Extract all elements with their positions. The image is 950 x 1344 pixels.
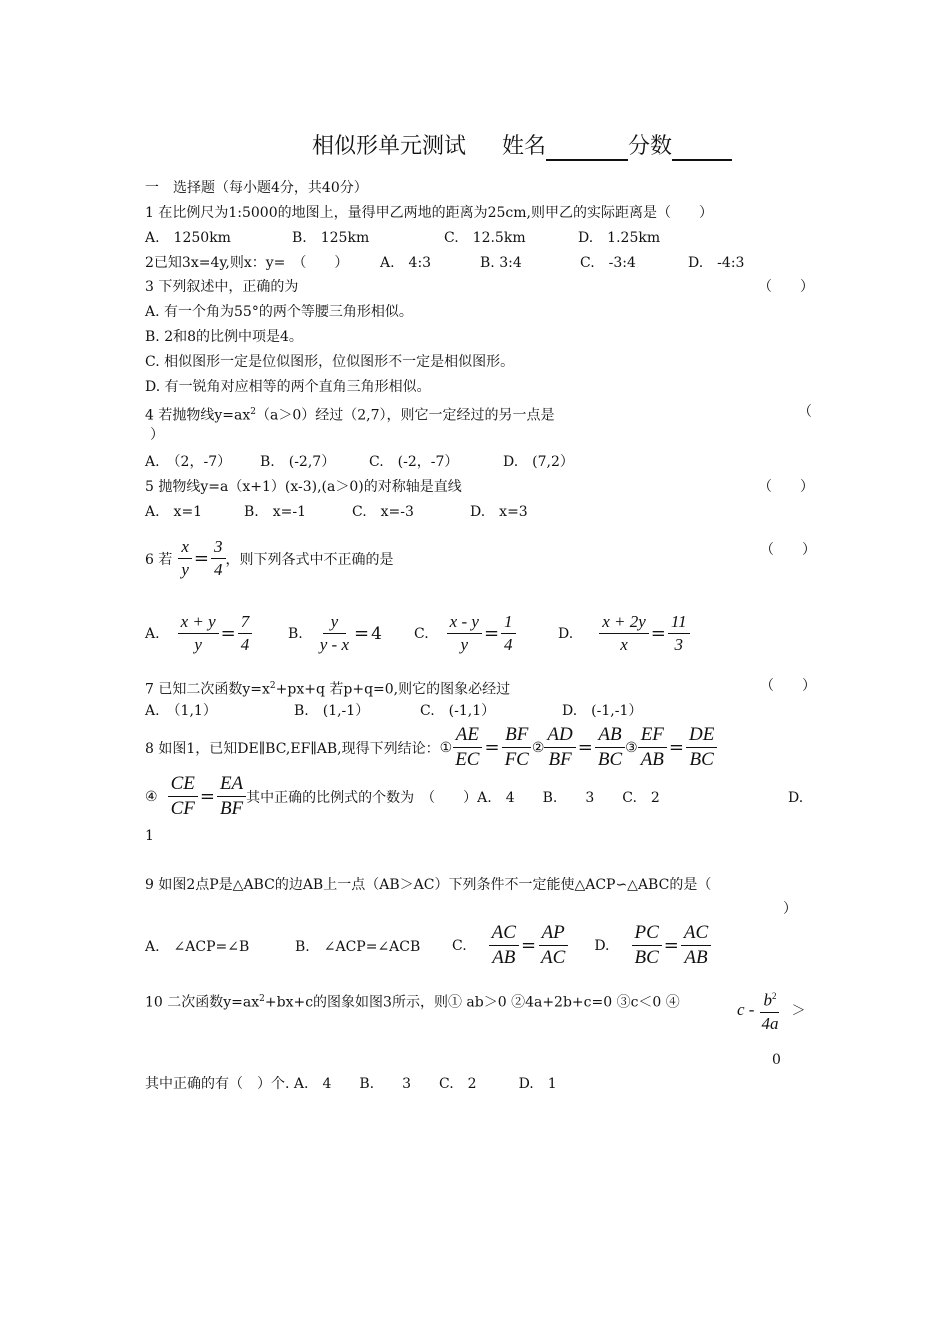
fraction-denominator: BC — [597, 749, 623, 770]
conclusion-4-marker: ④ — [145, 788, 158, 805]
option-result — [238, 611, 253, 656]
q4-option-a: A. （2，-7） — [145, 454, 232, 470]
q6-option-a — [145, 611, 252, 656]
q4-option-c: C. (-2，-7） — [369, 454, 459, 470]
equals-sign: = — [354, 623, 370, 644]
option-result — [668, 611, 690, 656]
equals-sign: = — [663, 935, 679, 956]
q2-option-a: A. 4:3 — [380, 255, 432, 271]
fraction-ad-bf — [544, 723, 575, 772]
q8-option-d-value: 1 — [145, 828, 154, 844]
q6-number: 6 若 — [145, 551, 173, 568]
q1-option-d: D. 1.25km — [578, 230, 661, 246]
fraction-numerator: AC — [489, 921, 519, 946]
q7-stem-post: +px+q 若p+q=0,则它的图象必经过 — [275, 681, 511, 698]
option-value: 4 — [371, 623, 382, 644]
q5-option-c: C. x=-3 — [352, 504, 414, 520]
fraction-denominator: BC — [634, 947, 659, 968]
q3-option-a: A. 有一个角为55°的两个等腰三角形相似。 — [145, 304, 413, 320]
q5-option-a: A. x=1 — [145, 504, 203, 520]
fraction-denominator: 4 — [504, 635, 513, 654]
option-label: C. — [414, 625, 429, 642]
q10-condition-4 — [737, 985, 805, 1035]
greater-than-sign: ＞ — [791, 1002, 806, 1019]
q2-stem: 2已知3x=4y,则x：y= （ ） — [145, 255, 349, 271]
q6-answer-paren: （ ） — [760, 542, 816, 558]
q9-option-a: A. ∠ACP=∠B — [145, 939, 250, 955]
fraction-denominator: BC — [689, 749, 714, 770]
fraction-numerator: PC — [632, 921, 662, 946]
fraction-denominator: y - x — [319, 635, 350, 654]
equals-sign: = — [650, 623, 666, 644]
q9-option-b: B. ∠ACP=∠ACB — [295, 939, 421, 955]
section-heading: 一 选择题（每小题4分，共40分） — [145, 180, 368, 196]
fraction-numerator: EF — [638, 723, 667, 748]
option-fraction — [599, 611, 649, 656]
q7-option-a: A. （1,1） — [145, 703, 217, 719]
option-label: B. — [288, 625, 303, 642]
fraction-b2-4a — [758, 985, 781, 1035]
fraction-denominator: 4a — [761, 1013, 779, 1033]
q3-option-c: C. 相似图形一定是位似图形，位似图形不一定是相似图形。 — [145, 354, 515, 370]
fraction-ce-cf — [168, 772, 198, 821]
fraction-numerator: CE — [168, 772, 198, 797]
q8-tail-text: 其中正确的比例式的个数为 （ ）A. 4 B. 3 C. 2 — [246, 789, 660, 806]
q7-stem — [145, 677, 510, 699]
fraction-ab-bc — [595, 723, 625, 772]
fraction-numerator: x + 2y — [599, 611, 649, 634]
q10-stem-pre: 10 二次函数y=ax — [145, 994, 260, 1011]
fraction-numerator: AE — [453, 723, 482, 748]
conclusion-2-marker: ② — [531, 739, 545, 756]
q10-zero: 0 — [772, 1052, 781, 1068]
q4-stem-post: （a＞0）经过（2,7），则它一定经过的另一点是 — [255, 407, 555, 424]
q1-option-a: A. 1250km — [145, 230, 231, 246]
q2-option-d: D. -4:3 — [688, 255, 745, 271]
q9-stem: 9 如图2点P是△ABC的边AB上一点（AB＞AC）下列条件不一定能使△ACP∽△ABC的是（ — [145, 877, 712, 893]
q3-stem: 3 下列叙述中，正确的为 — [145, 279, 299, 295]
fraction-denominator: y — [181, 560, 189, 579]
q6-given-ratio — [211, 536, 226, 581]
score-label: 分数 — [628, 134, 673, 159]
fraction-denominator: BF — [219, 798, 244, 819]
fraction-numerator: EA — [217, 772, 246, 797]
q8-option-d: D. — [788, 790, 804, 806]
q6-stem-text: ，则下列各式中不正确的是 — [225, 551, 394, 568]
q6-option-d — [558, 611, 690, 656]
equals-sign: = — [484, 737, 500, 758]
equals-sign: = — [483, 623, 500, 644]
fraction-numerator: AB — [595, 723, 624, 748]
q4-paren-close: ） — [150, 427, 164, 443]
fraction-denominator: CF — [170, 798, 195, 819]
fraction-denominator: AB — [640, 749, 664, 770]
q1-option-c: C. 12.5km — [444, 230, 526, 246]
q3-option-b: B. 2和8的比例中项是4。 — [145, 329, 303, 345]
q7-option-d: D. (-1,-1） — [562, 703, 643, 719]
q4-stem-pre: 4 若抛物线y=ax — [145, 407, 251, 424]
q5-answer-paren: （ ） — [758, 479, 814, 495]
fraction-denominator: FC — [504, 749, 529, 770]
q8-line2 — [145, 772, 660, 821]
q6-option-b — [288, 611, 382, 656]
option-fraction — [178, 611, 219, 656]
q9-option-c — [452, 921, 711, 970]
q1-stem: 1 在比例尺为1:5000的地图上，量得甲乙两地的距离为25cm,则甲乙的实际距离是（ ） — [145, 205, 713, 221]
fraction-numerator: y — [323, 611, 347, 634]
fraction-denominator: 4 — [240, 635, 250, 654]
q8-stem — [145, 723, 717, 772]
q4-option-d: D. (7,2） — [503, 454, 574, 470]
q3-option-d: D. 有一锐角对应相等的两个直角三角形相似。 — [145, 379, 431, 395]
q5-stem: 5 抛物线y=a（x+1）(x-3),(a＞0)的对称轴是直线 — [145, 479, 462, 495]
fraction-numerator: BF — [502, 723, 531, 748]
fraction-de-bc — [686, 723, 717, 772]
q10-stem — [145, 990, 680, 1012]
q7-stem-pre: 7 已知二次函数y=x — [145, 681, 270, 698]
equals-sign: = — [577, 737, 593, 758]
option-label: D. — [558, 625, 574, 642]
fraction-denominator: EC — [455, 749, 480, 770]
equals-sign: = — [220, 623, 236, 644]
fraction-denominator: y — [194, 635, 202, 654]
fraction-denominator: x — [620, 635, 628, 654]
fraction-numerator: AC — [681, 921, 711, 946]
name-label: 姓名 — [502, 134, 547, 159]
fraction-denominator: AB — [492, 947, 516, 968]
c-expression: c - — [737, 999, 755, 1019]
page-title — [312, 133, 732, 161]
superscript: 2 — [771, 991, 777, 1001]
q4-stem — [145, 403, 555, 425]
option-fraction — [447, 611, 482, 656]
q3-answer-paren: （ ） — [758, 279, 814, 295]
fraction-ac-ab-2 — [681, 921, 711, 970]
option-label: A. — [145, 625, 160, 642]
fraction-numerator: AP — [539, 921, 568, 946]
fraction-numerator — [760, 985, 779, 1013]
equals-sign: = — [193, 548, 209, 569]
q2-option-c: C. -3:4 — [580, 255, 636, 271]
fraction-numerator: 7 — [238, 611, 253, 634]
fraction-numerator: x + y — [178, 611, 219, 634]
fraction-denominator: BF — [548, 749, 572, 770]
q2-option-b: B. 3:4 — [480, 255, 522, 271]
test-title: 相似形单元测试 — [312, 134, 467, 159]
score-blank[interactable] — [672, 137, 732, 161]
fraction-denominator: 3 — [674, 635, 683, 654]
q9-paren-close: ） — [783, 901, 797, 917]
fraction-numerator: x — [178, 536, 192, 559]
q5-option-b: B. x=-1 — [244, 504, 307, 520]
fraction-pc-bc — [632, 921, 662, 970]
q10-stem-post: +bx+c的图象如图3所示，则① ab＞0 ②4a+2b+c=0 ③c＜0 ④ — [264, 994, 680, 1011]
q4-paren-open: （ — [798, 404, 812, 420]
fraction-numerator: 1 — [501, 611, 516, 634]
fraction-denominator: y — [460, 635, 469, 654]
q6-stem — [145, 536, 394, 581]
fraction-numerator: 11 — [668, 611, 690, 634]
equals-sign: = — [199, 786, 215, 807]
fraction-ae-ec — [452, 723, 482, 772]
equals-sign: = — [668, 737, 684, 758]
q6-option-c — [414, 611, 516, 656]
q6-given-fraction — [178, 536, 192, 581]
conclusion-1-marker: ① — [439, 739, 453, 756]
fraction-ea-bf — [217, 772, 246, 821]
fraction-numerator: DE — [686, 723, 717, 748]
fraction-ac-ab — [489, 921, 519, 970]
fraction-numerator: AD — [544, 723, 575, 748]
fraction-numerator: 3 — [211, 536, 226, 559]
fraction-denominator: AB — [684, 947, 708, 968]
fraction-denominator: 4 — [214, 560, 223, 579]
q10-options: 其中正确的有（ ）个. A. 4 B. 3 C. 2 D. 1 — [145, 1076, 557, 1092]
q7-answer-paren: （ ） — [760, 678, 816, 694]
option-fraction — [317, 611, 352, 656]
fraction-ap-ac — [538, 921, 568, 970]
q1-option-b: B. 125km — [292, 230, 370, 246]
conclusion-3-marker: ③ — [625, 739, 638, 756]
fraction-bf-fc — [502, 723, 532, 772]
fraction-numerator: x - y — [447, 611, 482, 634]
fraction-denominator: AC — [541, 947, 566, 968]
q8-stem-text: 8 如图1，已知DE∥BC,EF∥AB,现得下列结论： — [145, 740, 440, 757]
q7-option-c: C. (-1,1） — [420, 703, 496, 719]
option-result — [501, 611, 516, 656]
q7-option-b: B. (1,-1） — [294, 703, 370, 719]
q5-option-d: D. x=3 — [470, 504, 528, 520]
option-label: D. — [594, 937, 610, 954]
fraction-ef-ab — [638, 723, 667, 772]
option-label: C. — [452, 937, 467, 954]
q7-superscript: 2 — [269, 681, 276, 691]
q4-superscript: 2 — [250, 407, 256, 417]
b-term: b — [763, 990, 772, 1010]
equals-sign: = — [520, 935, 537, 956]
q4-option-b: B. (-2,7） — [260, 454, 336, 470]
name-blank[interactable] — [546, 137, 628, 161]
q10-superscript: 2 — [259, 994, 265, 1004]
